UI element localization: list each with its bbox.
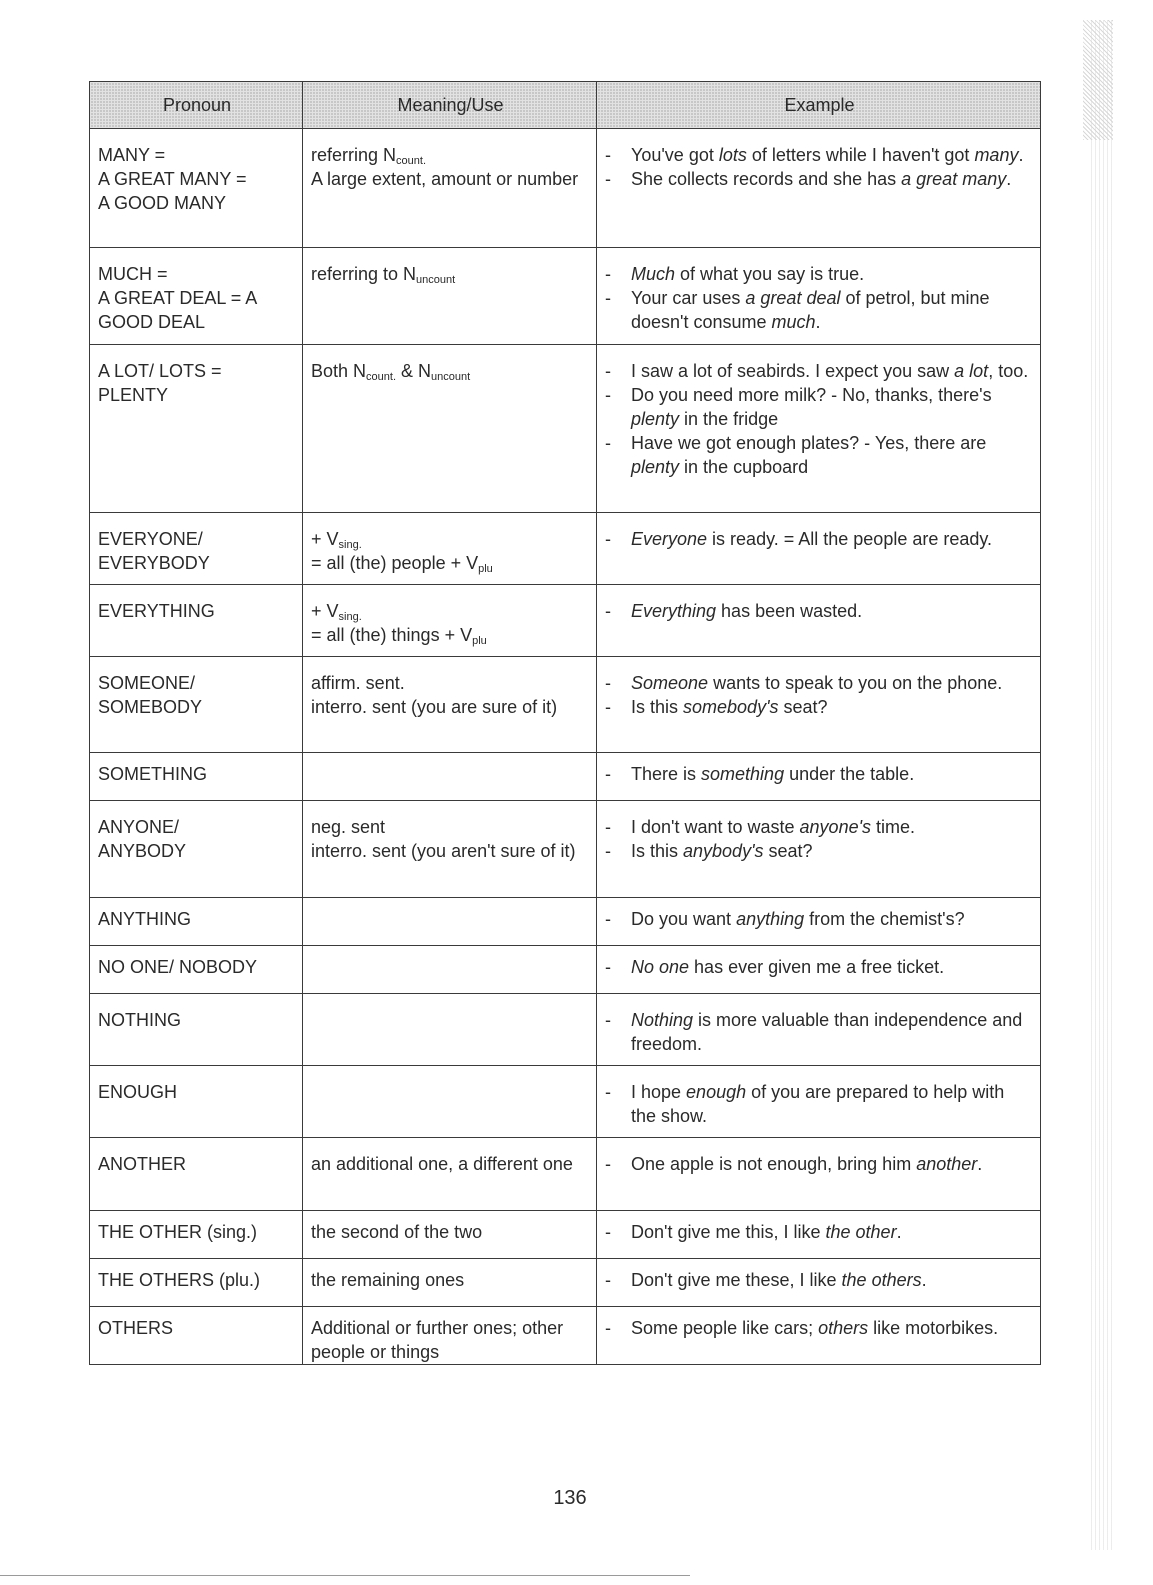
example-emphasis: No one bbox=[631, 957, 690, 977]
meaning-cell bbox=[303, 585, 597, 657]
example-text: has ever given me a free ticket. bbox=[689, 957, 945, 977]
example-text: of petrol, but mine doesn't consume bbox=[631, 288, 990, 332]
example-text: Is this bbox=[631, 841, 684, 861]
pronoun-cell bbox=[90, 1066, 303, 1138]
table-row bbox=[90, 1259, 1041, 1307]
pronoun-line: ANYBODY bbox=[98, 841, 187, 861]
meaning-cell bbox=[303, 753, 597, 801]
example-emphasis: Nothing bbox=[631, 1010, 694, 1030]
example-text: I don't want to waste bbox=[631, 817, 800, 837]
meaning-text: referring to N bbox=[311, 264, 417, 284]
meaning-text: + V bbox=[311, 601, 339, 621]
table-row bbox=[90, 946, 1041, 994]
pronoun-line: THE OTHER (sing.) bbox=[98, 1222, 258, 1242]
example-item bbox=[605, 262, 1034, 286]
pronoun-cell bbox=[90, 801, 303, 898]
example-emphasis: Much bbox=[631, 264, 676, 284]
meaning-subscript: sing. bbox=[338, 611, 362, 623]
example-cell bbox=[597, 801, 1041, 898]
table-row bbox=[90, 994, 1041, 1066]
example-emphasis: a great deal bbox=[745, 288, 841, 308]
example-text: like motorbikes. bbox=[868, 1318, 999, 1338]
example-cell bbox=[597, 1138, 1041, 1211]
example-cell bbox=[597, 898, 1041, 946]
meaning-subscript: uncount bbox=[416, 274, 456, 286]
pronoun-cell bbox=[90, 345, 303, 513]
pronoun-cell bbox=[90, 1211, 303, 1259]
example-list bbox=[605, 1268, 1034, 1292]
meaning-text: neg. sent bbox=[311, 817, 386, 837]
example-text: I saw a lot of seabirds. I expect you saw bbox=[631, 361, 955, 381]
meaning-text: = all (the) things + V bbox=[311, 625, 473, 645]
example-emphasis: anyone's bbox=[799, 817, 872, 837]
example-text: . bbox=[1018, 145, 1024, 165]
pronoun-cell bbox=[90, 1307, 303, 1365]
example-text: in the fridge bbox=[679, 409, 779, 429]
example-text: Don't give me this, I like bbox=[631, 1222, 826, 1242]
pronoun-cell bbox=[90, 585, 303, 657]
pronoun-line: ENOUGH bbox=[98, 1082, 178, 1102]
example-text: . bbox=[815, 312, 821, 332]
table-row bbox=[90, 753, 1041, 801]
meaning-cell bbox=[303, 1307, 597, 1365]
table-row bbox=[90, 513, 1041, 585]
example-text: seat? bbox=[778, 697, 828, 717]
example-text: under the table. bbox=[784, 764, 915, 784]
table-body bbox=[90, 129, 1041, 1365]
example-text: Is this bbox=[631, 697, 684, 717]
example-list bbox=[605, 907, 1034, 931]
example-text: . bbox=[896, 1222, 902, 1242]
pronoun-line: NOTHING bbox=[98, 1010, 181, 1030]
example-item bbox=[605, 359, 1034, 383]
pronoun-cell bbox=[90, 248, 303, 345]
example-text: of letters while I haven't got bbox=[746, 145, 975, 165]
example-text: Don't give me these, I like bbox=[631, 1270, 842, 1290]
example-item bbox=[605, 431, 1034, 479]
pronoun-line: PLENTY bbox=[98, 385, 169, 405]
meaning-line bbox=[311, 839, 590, 863]
table-row bbox=[90, 585, 1041, 657]
example-text: seat? bbox=[763, 841, 813, 861]
meaning-line bbox=[311, 671, 590, 695]
pronoun-line: A GOOD MANY bbox=[98, 193, 227, 213]
meaning-line bbox=[311, 695, 590, 719]
example-item bbox=[605, 1008, 1034, 1056]
table-row bbox=[90, 1138, 1041, 1211]
meaning-cell bbox=[303, 801, 597, 898]
pronoun-line: NO ONE/ NOBODY bbox=[98, 957, 258, 977]
meaning-line bbox=[311, 1316, 590, 1364]
example-list bbox=[605, 1080, 1034, 1128]
example-text: She collects records and she has bbox=[631, 169, 902, 189]
example-list bbox=[605, 1220, 1034, 1244]
meaning-text: interro. sent (you are sure of it) bbox=[311, 697, 558, 717]
pronoun-line: A GREAT MANY = bbox=[98, 169, 247, 189]
example-cell bbox=[597, 657, 1041, 753]
example-item bbox=[605, 671, 1034, 695]
meaning-text: the remaining ones bbox=[311, 1270, 465, 1290]
meaning-text: the second of the two bbox=[311, 1222, 483, 1242]
meaning-line bbox=[311, 1152, 590, 1176]
example-emphasis: somebody's bbox=[683, 697, 779, 717]
table-row bbox=[90, 129, 1041, 248]
example-emphasis: plenty bbox=[631, 409, 680, 429]
table-row bbox=[90, 248, 1041, 345]
example-emphasis: Everything bbox=[631, 601, 717, 621]
example-cell bbox=[597, 1066, 1041, 1138]
meaning-text: Additional or further ones; other people or things bbox=[311, 1318, 564, 1362]
example-text: is more valuable than independence and freedom. bbox=[631, 1010, 1023, 1054]
meaning-line bbox=[311, 1220, 590, 1244]
example-item bbox=[605, 815, 1034, 839]
meaning-cell bbox=[303, 994, 597, 1066]
example-cell bbox=[597, 1211, 1041, 1259]
example-item bbox=[605, 286, 1034, 334]
pronoun-cell bbox=[90, 898, 303, 946]
example-emphasis: something bbox=[701, 764, 785, 784]
example-text: of you are prepared to help with the show. bbox=[631, 1082, 1005, 1126]
meaning-line bbox=[311, 167, 590, 191]
example-emphasis: anybody's bbox=[683, 841, 764, 861]
meaning-line bbox=[311, 262, 590, 286]
pronoun-line: OTHERS bbox=[98, 1318, 174, 1338]
example-emphasis: the others bbox=[841, 1270, 922, 1290]
example-list bbox=[605, 1316, 1034, 1340]
header-meaning: Meaning/Use bbox=[303, 82, 597, 129]
header-example: Example bbox=[597, 82, 1041, 129]
meaning-line bbox=[311, 1268, 590, 1292]
meaning-line bbox=[311, 143, 590, 167]
example-text: , too. bbox=[988, 361, 1029, 381]
meaning-text: an additional one, a different one bbox=[311, 1154, 573, 1174]
pronoun-cell bbox=[90, 946, 303, 994]
example-text: time. bbox=[871, 817, 916, 837]
meaning-subscript: uncount bbox=[431, 371, 471, 383]
pronoun-line: THE OTHERS (plu.) bbox=[98, 1270, 261, 1290]
pronoun-line: EVERYONE/ bbox=[98, 529, 203, 549]
pronoun-line: ANOTHER bbox=[98, 1154, 187, 1174]
header-pronoun: Pronoun bbox=[90, 82, 303, 129]
example-item bbox=[605, 955, 1034, 979]
example-emphasis: enough bbox=[686, 1082, 747, 1102]
meaning-line bbox=[311, 551, 590, 575]
example-emphasis: a great many bbox=[901, 169, 1007, 189]
example-emphasis: Everyone bbox=[631, 529, 708, 549]
example-cell bbox=[597, 753, 1041, 801]
example-item bbox=[605, 383, 1034, 431]
example-text: One apple is not enough, bring him bbox=[631, 1154, 917, 1174]
scan-shadow-edge bbox=[1091, 20, 1113, 1550]
example-text: Have we got enough plates? - Yes, there are bbox=[631, 433, 987, 453]
table-row bbox=[90, 345, 1041, 513]
pronoun-line: A LOT/ LOTS = bbox=[98, 361, 222, 381]
table-row bbox=[90, 801, 1041, 898]
example-text: of what you say is true. bbox=[675, 264, 865, 284]
example-emphasis: others bbox=[818, 1318, 869, 1338]
example-cell bbox=[597, 994, 1041, 1066]
example-list bbox=[605, 359, 1034, 479]
example-text: . bbox=[1006, 169, 1012, 189]
pronoun-line: SOMETHING bbox=[98, 764, 208, 784]
example-text: has been wasted. bbox=[716, 601, 863, 621]
meaning-subscript: plu bbox=[472, 635, 487, 647]
example-emphasis: plenty bbox=[631, 457, 680, 477]
example-list bbox=[605, 955, 1034, 979]
table-row bbox=[90, 657, 1041, 753]
header-row bbox=[90, 82, 1041, 129]
example-text: You've got bbox=[631, 145, 719, 165]
pronoun-cell bbox=[90, 657, 303, 753]
pronoun-line: EVERYBODY bbox=[98, 553, 210, 573]
meaning-text: A large extent, amount or number bbox=[311, 169, 579, 189]
meaning-text: referring N bbox=[311, 145, 397, 165]
example-emphasis: anything bbox=[736, 909, 805, 929]
meaning-line bbox=[311, 623, 590, 647]
example-cell bbox=[597, 513, 1041, 585]
example-list bbox=[605, 762, 1034, 786]
example-item bbox=[605, 1152, 1034, 1176]
meaning-text: = all (the) people + V bbox=[311, 553, 479, 573]
example-text: . bbox=[977, 1154, 983, 1174]
pronoun-cell bbox=[90, 994, 303, 1066]
example-emphasis: lots bbox=[718, 145, 747, 165]
example-text: Do you need more milk? - No, thanks, there's bbox=[631, 385, 992, 405]
example-text: Your car uses bbox=[631, 288, 746, 308]
example-list bbox=[605, 1152, 1034, 1176]
meaning-cell bbox=[303, 129, 597, 248]
meaning-cell bbox=[303, 248, 597, 345]
meaning-subscript: count. bbox=[366, 371, 396, 383]
example-text: wants to speak to you on the phone. bbox=[708, 673, 1003, 693]
meaning-text: Both N bbox=[311, 361, 367, 381]
example-text: Do you want bbox=[631, 909, 737, 929]
example-text: from the chemist's? bbox=[804, 909, 965, 929]
meaning-cell bbox=[303, 1138, 597, 1211]
pronoun-cell bbox=[90, 753, 303, 801]
example-emphasis: much bbox=[771, 312, 816, 332]
meaning-text: interro. sent (you aren't sure of it) bbox=[311, 841, 576, 861]
table-row bbox=[90, 1211, 1041, 1259]
pronoun-cell bbox=[90, 513, 303, 585]
pronoun-line: MUCH = bbox=[98, 264, 168, 284]
table-row bbox=[90, 1307, 1041, 1365]
example-cell bbox=[597, 946, 1041, 994]
example-item bbox=[605, 907, 1034, 931]
meaning-line bbox=[311, 815, 590, 839]
example-list bbox=[605, 262, 1034, 334]
table-row bbox=[90, 898, 1041, 946]
example-cell bbox=[597, 248, 1041, 345]
pronoun-line: SOMEBODY bbox=[98, 697, 203, 717]
example-emphasis: the other bbox=[825, 1222, 897, 1242]
meaning-text: & N bbox=[396, 361, 432, 381]
page-bottom-rule bbox=[0, 1575, 690, 1576]
example-cell bbox=[597, 1307, 1041, 1365]
example-cell bbox=[597, 129, 1041, 248]
pronoun-table bbox=[89, 81, 1041, 1365]
page-number: 136 bbox=[553, 1487, 587, 1509]
example-cell bbox=[597, 345, 1041, 513]
pronoun-cell bbox=[90, 129, 303, 248]
example-item bbox=[605, 1268, 1034, 1292]
example-item bbox=[605, 1316, 1034, 1340]
example-list bbox=[605, 1008, 1034, 1056]
example-item bbox=[605, 167, 1034, 191]
meaning-subscript: count. bbox=[396, 155, 426, 167]
example-emphasis: another bbox=[916, 1154, 978, 1174]
example-cell bbox=[597, 1259, 1041, 1307]
example-text: There is bbox=[631, 764, 702, 784]
pronoun-cell bbox=[90, 1259, 303, 1307]
example-item bbox=[605, 143, 1034, 167]
meaning-text: affirm. sent. bbox=[311, 673, 405, 693]
example-item bbox=[605, 1220, 1034, 1244]
meaning-text: + V bbox=[311, 529, 339, 549]
pronoun-line: ANYTHING bbox=[98, 909, 192, 929]
table-row bbox=[90, 1066, 1041, 1138]
example-emphasis: Someone bbox=[631, 673, 709, 693]
meaning-line bbox=[311, 359, 590, 383]
example-text: I hope bbox=[631, 1082, 687, 1102]
example-text: Some people like cars; bbox=[631, 1318, 819, 1338]
example-emphasis: many bbox=[974, 145, 1019, 165]
meaning-cell bbox=[303, 1259, 597, 1307]
meaning-cell bbox=[303, 345, 597, 513]
pronoun-line: A GREAT DEAL = A GOOD DEAL bbox=[98, 288, 257, 332]
meaning-cell bbox=[303, 898, 597, 946]
example-text: is ready. = All the people are ready. bbox=[707, 529, 993, 549]
pronoun-line: MANY = bbox=[98, 145, 166, 165]
example-item bbox=[605, 839, 1034, 863]
meaning-cell bbox=[303, 946, 597, 994]
example-list bbox=[605, 143, 1034, 191]
example-cell bbox=[597, 585, 1041, 657]
example-list bbox=[605, 671, 1034, 719]
pronoun-line: EVERYTHING bbox=[98, 601, 215, 621]
meaning-cell bbox=[303, 1066, 597, 1138]
example-item bbox=[605, 695, 1034, 719]
meaning-cell bbox=[303, 657, 597, 753]
meaning-cell bbox=[303, 1211, 597, 1259]
example-text: in the cupboard bbox=[679, 457, 809, 477]
example-item bbox=[605, 527, 1034, 551]
meaning-subscript: sing. bbox=[338, 539, 362, 551]
example-list bbox=[605, 599, 1034, 623]
meaning-cell bbox=[303, 513, 597, 585]
meaning-subscript: plu bbox=[478, 563, 493, 575]
example-list bbox=[605, 527, 1034, 551]
example-item bbox=[605, 762, 1034, 786]
meaning-line bbox=[311, 527, 590, 551]
pronoun-line: SOMEONE/ bbox=[98, 673, 196, 693]
example-list bbox=[605, 815, 1034, 863]
pronoun-line: ANYONE/ bbox=[98, 817, 180, 837]
example-item bbox=[605, 1080, 1034, 1128]
example-emphasis: a lot bbox=[954, 361, 989, 381]
example-item bbox=[605, 599, 1034, 623]
example-text: . bbox=[921, 1270, 927, 1290]
meaning-line bbox=[311, 599, 590, 623]
pronoun-cell bbox=[90, 1138, 303, 1211]
